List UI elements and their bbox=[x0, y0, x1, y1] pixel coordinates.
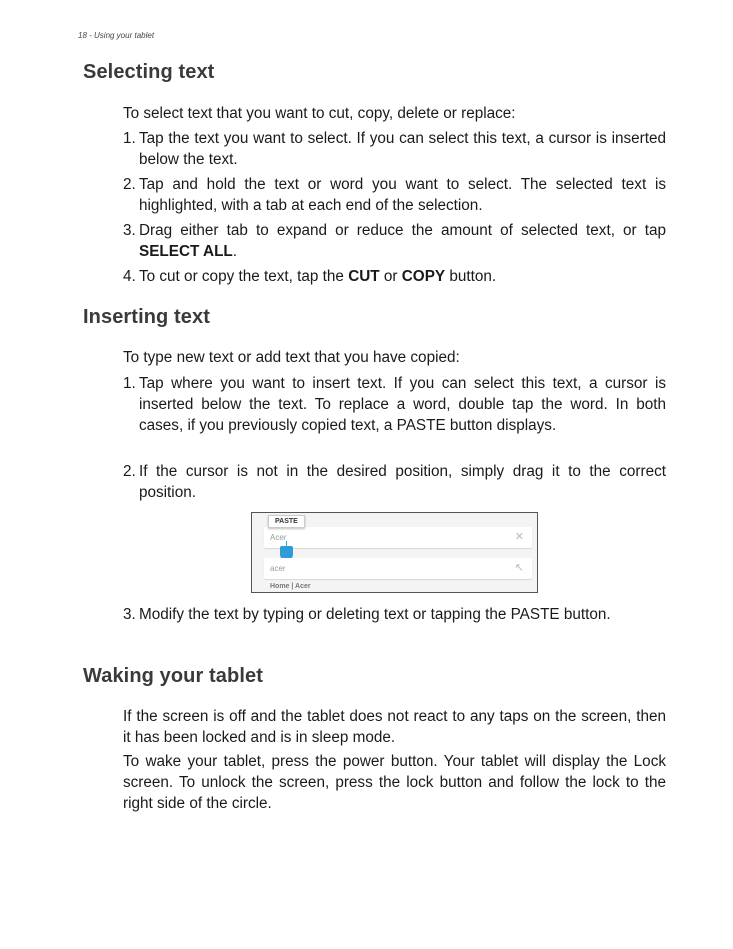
inserting-intro: To type new text or add text that you have copied: bbox=[123, 349, 460, 366]
list-item bbox=[123, 174, 666, 216]
item-number: 2. bbox=[123, 176, 136, 193]
copy-label: COPY bbox=[401, 268, 446, 285]
paste-screenshot-figure bbox=[251, 512, 538, 593]
list-item bbox=[123, 604, 666, 625]
item-number: 1. bbox=[123, 130, 136, 147]
item-text: Drag either tab to expand or reduce the amount of selected text, or tap bbox=[139, 222, 666, 239]
item-text-end: . bbox=[232, 243, 238, 260]
suggestion-text: acer bbox=[270, 564, 286, 573]
item-number: 3. bbox=[123, 606, 136, 623]
list-item bbox=[123, 128, 666, 170]
suggestion-row bbox=[264, 558, 532, 579]
select-all-label: SELECT ALL bbox=[139, 243, 233, 260]
item-number: 3. bbox=[123, 222, 136, 239]
waking-para-1: If the screen is off and the tablet does not react to any taps on the screen, then it has been locked and is in sleep mode. bbox=[123, 708, 666, 746]
section-title-waking: Waking your tablet bbox=[83, 665, 263, 687]
paste-button: PASTE bbox=[268, 515, 305, 528]
item-text: Modify the text by typing or deleting text or tapping the PASTE button. bbox=[139, 606, 611, 623]
cut-label: CUT bbox=[348, 268, 380, 285]
item-text: Tap the text you want to select. If you can select this text, a cursor is inserted below the text. bbox=[139, 130, 666, 168]
item-text: To cut or copy the text, tap the bbox=[139, 268, 349, 285]
item-text: Tap and hold the text or word you want to select. The selected text is highlighted, with a tab at each end of the selection. bbox=[139, 176, 666, 214]
section-title-selecting: Selecting text bbox=[83, 61, 215, 83]
list-item bbox=[123, 220, 666, 262]
item-text: Tap where you want to insert text. If you can select this text, a cursor is inserted below the text. To replace a word, double tap the word. In both cases, if you previously copied text, a PASTE button displays. bbox=[139, 375, 666, 434]
item-number: 2. bbox=[123, 463, 136, 480]
selecting-intro: To select text that you want to cut, copy, delete or replace: bbox=[123, 105, 516, 122]
item-text: If the cursor is not in the desired position, simply drag it to the correct position. bbox=[139, 463, 666, 501]
item-number: 1. bbox=[123, 375, 136, 392]
suggestion-footer: Home | Acer bbox=[270, 583, 311, 590]
item-number: 4. bbox=[123, 268, 136, 285]
arrow-icon: ↖ bbox=[514, 562, 524, 574]
search-field bbox=[264, 527, 532, 548]
waking-para-2: To wake your tablet, press the power button. Your tablet will display the Lock screen. To unlock the screen, press the lock button and follow the lock to the right side of the circle. bbox=[123, 753, 666, 812]
list-item bbox=[123, 461, 666, 503]
item-text-end: button. bbox=[445, 268, 497, 285]
list-item bbox=[123, 373, 666, 436]
item-text-mid: or bbox=[379, 268, 402, 285]
section-title-inserting: Inserting text bbox=[83, 306, 210, 328]
list-item bbox=[123, 266, 666, 287]
close-icon: ✕ bbox=[514, 531, 524, 543]
search-field-text: Acer bbox=[270, 533, 287, 542]
page-header: 18 - Using your tablet bbox=[78, 31, 155, 40]
